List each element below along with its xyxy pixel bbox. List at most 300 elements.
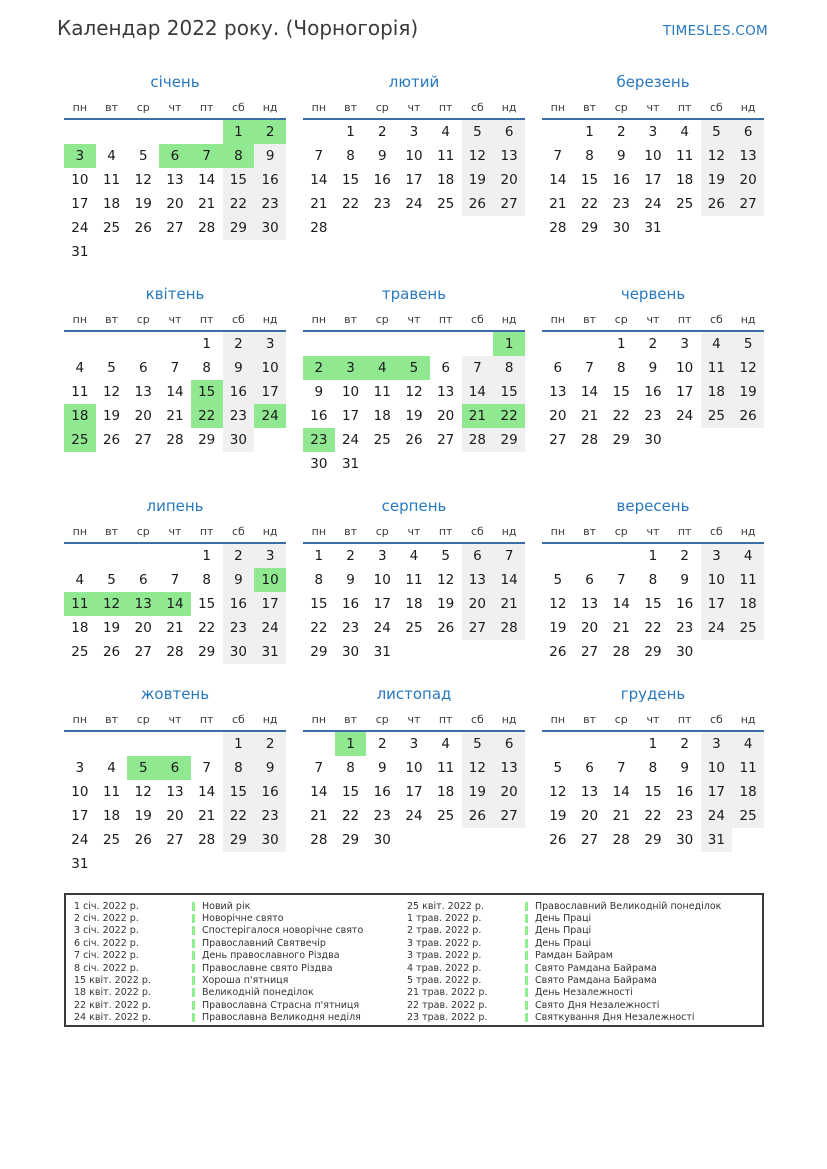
- day-cell: 11: [701, 356, 733, 380]
- day-cell: 19: [102, 620, 121, 636]
- weekday-header: пн: [64, 708, 96, 731]
- day-cell: 23: [223, 404, 255, 428]
- day-cell: 13: [580, 596, 599, 612]
- legend-entry: [407, 999, 762, 1011]
- day-cell: 15: [198, 596, 216, 612]
- day-cell: 3: [409, 124, 419, 140]
- day-cell: 12: [405, 384, 423, 400]
- legend-entry: [407, 974, 762, 986]
- day-cell: 9: [616, 148, 626, 164]
- day-cell: 9: [223, 568, 255, 592]
- empty-cell: [430, 452, 462, 476]
- day-cell: 19: [437, 596, 455, 612]
- month-title: лютий: [388, 73, 440, 91]
- empty-cell: [430, 331, 462, 356]
- day-cell: 19: [549, 620, 567, 636]
- day-cell: 7: [202, 760, 211, 776]
- weekday-header: сб: [701, 96, 733, 119]
- legend-date: 2 січ. 2022 р.: [74, 913, 139, 925]
- weekday-header: чт: [637, 520, 669, 543]
- legend-entry: [407, 950, 762, 962]
- day-cell: 5: [107, 360, 116, 376]
- day-cell: 15: [580, 172, 599, 188]
- weekday-header: сб: [462, 96, 494, 119]
- day-cell: 15: [310, 596, 328, 612]
- day-cell: 14: [462, 380, 494, 404]
- day-cell: 11: [64, 592, 96, 616]
- empty-cell: [64, 543, 96, 568]
- day-cell: 24: [644, 196, 662, 212]
- holiday-marker: [525, 939, 528, 948]
- weekday-header: пн: [303, 308, 335, 331]
- day-cell: 1: [223, 119, 255, 144]
- day-cell: 31: [254, 640, 286, 664]
- legend-date: 3 трав. 2022 р.: [407, 950, 482, 962]
- weekday-header: чт: [398, 708, 430, 731]
- day-cell: 2: [254, 119, 286, 144]
- day-cell: 21: [166, 620, 184, 636]
- day-cell: 24: [71, 832, 89, 848]
- day-cell: 6: [732, 119, 764, 144]
- weekday-header: ср: [127, 96, 159, 119]
- empty-cell: [430, 216, 462, 240]
- day-cell: 17: [701, 592, 733, 616]
- empty-cell: [159, 543, 191, 568]
- day-cell: 25: [701, 404, 733, 428]
- day-cell: 18: [102, 196, 121, 212]
- day-cell: 17: [676, 384, 694, 400]
- empty-cell: [96, 543, 128, 568]
- legend-label: Новий рік: [202, 900, 251, 912]
- legend-entry: [74, 950, 407, 962]
- day-cell: 3: [254, 331, 286, 356]
- empty-cell: [303, 119, 335, 144]
- legend-label: Свято Дня Незалежності: [535, 999, 660, 1011]
- weekday-header: сб: [223, 708, 255, 731]
- day-cell: 5: [553, 760, 563, 776]
- day-cell: 8: [346, 760, 355, 776]
- day-cell: 7: [191, 144, 223, 168]
- month-title: вересень: [616, 497, 690, 515]
- empty-cell: [96, 331, 128, 356]
- empty-cell: [366, 331, 398, 356]
- weekday-header: пн: [303, 520, 335, 543]
- day-cell: 28: [310, 220, 328, 236]
- day-cell: 2: [303, 356, 335, 380]
- day-cell: 25: [676, 196, 694, 212]
- weekday-header: нд: [493, 308, 525, 331]
- day-cell: 6: [138, 572, 148, 588]
- day-cell: 10: [71, 784, 89, 800]
- day-cell: 8: [223, 144, 255, 168]
- holiday-marker: [525, 1013, 528, 1022]
- day-cell: 26: [134, 220, 152, 236]
- empty-cell: [303, 731, 335, 756]
- day-cell: 3: [409, 736, 419, 752]
- day-cell: 9: [377, 760, 387, 776]
- weekday-header: нд: [732, 308, 764, 331]
- day-cell: 26: [732, 404, 764, 428]
- day-cell: 21: [198, 196, 216, 212]
- day-cell: 27: [493, 192, 525, 216]
- day-cell: 23: [254, 192, 286, 216]
- day-cell: 22: [493, 404, 525, 428]
- legend-label: Великодній понеділок: [202, 987, 314, 999]
- day-cell: 4: [75, 572, 85, 588]
- day-cell: 8: [616, 360, 626, 376]
- month-title: листопад: [376, 685, 452, 703]
- day-cell: 27: [166, 220, 184, 236]
- day-cell: 8: [202, 360, 211, 376]
- day-cell: 6: [138, 360, 148, 376]
- day-cell: 21: [166, 408, 184, 424]
- day-cell: 2: [377, 124, 387, 140]
- day-cell: 27: [580, 644, 599, 660]
- day-cell: 11: [437, 760, 455, 776]
- day-cell: 24: [701, 804, 733, 828]
- day-cell: 7: [170, 360, 180, 376]
- day-cell: 20: [437, 408, 455, 424]
- empty-cell: [574, 731, 606, 756]
- day-cell: 19: [549, 808, 567, 824]
- day-cell: 8: [223, 756, 255, 780]
- weekday-header: нд: [254, 520, 286, 543]
- day-cell: 12: [701, 144, 733, 168]
- legend-label: Православне свято Різдва: [202, 962, 333, 974]
- weekday-header: чт: [637, 96, 669, 119]
- holiday-marker: [192, 902, 195, 911]
- empty-cell: [159, 119, 191, 144]
- day-cell: 25: [71, 644, 89, 660]
- day-cell: 8: [648, 760, 658, 776]
- day-cell: 31: [341, 456, 360, 472]
- day-cell: 13: [166, 784, 184, 800]
- day-cell: 15: [191, 380, 223, 404]
- day-cell: 28: [549, 220, 567, 236]
- day-cell: 6: [585, 760, 594, 776]
- legend-date: 2 трав. 2022 р.: [407, 925, 482, 937]
- day-cell: 30: [373, 832, 391, 848]
- weekday-header: ср: [366, 96, 398, 119]
- weekday-header: пн: [64, 308, 96, 331]
- empty-cell: [462, 331, 494, 356]
- day-cell: 18: [437, 172, 455, 188]
- day-cell: 27: [732, 192, 764, 216]
- day-cell: 23: [341, 620, 360, 636]
- day-cell: 29: [612, 432, 630, 448]
- day-cell: 2: [648, 336, 658, 352]
- day-cell: 6: [493, 119, 525, 144]
- legend-label: Новорічне свято: [202, 913, 284, 925]
- day-cell: 16: [612, 172, 630, 188]
- weekday-header: пт: [191, 96, 223, 119]
- day-cell: 29: [310, 644, 328, 660]
- empty-cell: [366, 452, 398, 476]
- empty-cell: [493, 452, 525, 476]
- day-cell: 12: [549, 596, 567, 612]
- day-cell: 7: [616, 760, 626, 776]
- day-cell: 1: [648, 548, 658, 564]
- empty-cell: [254, 428, 286, 452]
- site-link[interactable]: TIMESLES.COM: [662, 23, 768, 39]
- day-cell: 8: [493, 356, 525, 380]
- day-cell: 3: [680, 336, 689, 352]
- day-cell: 27: [549, 432, 567, 448]
- day-cell: 13: [732, 144, 764, 168]
- weekday-header: пн: [542, 308, 574, 331]
- legend-column: [74, 900, 407, 1025]
- day-cell: 13: [580, 784, 599, 800]
- day-cell: 18: [701, 380, 733, 404]
- day-cell: 25: [437, 196, 455, 212]
- day-cell: 28: [612, 644, 630, 660]
- day-cell: 22: [223, 804, 255, 828]
- weekday-header: вт: [96, 308, 128, 331]
- weekday-header: вт: [96, 520, 128, 543]
- empty-cell: [574, 543, 606, 568]
- day-cell: 9: [346, 572, 355, 588]
- day-cell: 23: [676, 620, 694, 636]
- day-cell: 12: [549, 784, 567, 800]
- empty-cell: [430, 828, 462, 852]
- weekday-header: сб: [701, 308, 733, 331]
- empty-cell: [398, 331, 430, 356]
- day-cell: 20: [134, 620, 152, 636]
- day-cell: 11: [102, 784, 121, 800]
- weekday-header: вт: [335, 520, 367, 543]
- day-cell: 4: [75, 360, 85, 376]
- day-cell: 2: [680, 548, 689, 564]
- day-cell: 11: [437, 148, 455, 164]
- day-cell: 3: [701, 731, 733, 756]
- legend-column: [407, 900, 762, 1025]
- legend-entry: [74, 925, 407, 937]
- legend-date: 3 трав. 2022 р.: [407, 937, 482, 949]
- day-cell: 20: [580, 620, 599, 636]
- weekday-header: сб: [701, 520, 733, 543]
- day-cell: 11: [732, 756, 764, 780]
- weekday-header: нд: [732, 520, 764, 543]
- weekday-header: сб: [462, 520, 494, 543]
- day-cell: 24: [254, 404, 286, 428]
- day-cell: 26: [102, 432, 121, 448]
- day-cell: 1: [335, 731, 367, 756]
- day-cell: 16: [254, 168, 286, 192]
- day-cell: 6: [462, 543, 494, 568]
- legend-entry: [407, 987, 762, 999]
- weekday-header: сб: [223, 308, 255, 331]
- day-cell: 28: [310, 832, 328, 848]
- day-cell: 21: [310, 196, 328, 212]
- day-cell: 11: [102, 172, 121, 188]
- legend-entry: [74, 900, 407, 912]
- weekday-header: нд: [732, 96, 764, 119]
- day-cell: 25: [102, 220, 121, 236]
- day-cell: 23: [644, 408, 662, 424]
- day-cell: 28: [493, 616, 525, 640]
- weekday-header: сб: [462, 708, 494, 731]
- day-cell: 4: [366, 356, 398, 380]
- day-cell: 29: [341, 832, 360, 848]
- day-cell: 13: [493, 756, 525, 780]
- month-7: [64, 496, 286, 664]
- day-cell: 14: [198, 784, 216, 800]
- empty-cell: [159, 852, 191, 876]
- day-cell: 29: [223, 828, 255, 852]
- weekday-header: ср: [605, 96, 637, 119]
- day-cell: 13: [134, 384, 152, 400]
- day-cell: 15: [644, 596, 662, 612]
- day-cell: 29: [223, 216, 255, 240]
- day-cell: 9: [680, 572, 689, 588]
- weekday-header: пт: [669, 708, 701, 731]
- empty-cell: [701, 640, 733, 664]
- empty-cell: [398, 828, 430, 852]
- weekday-header: вт: [574, 308, 606, 331]
- month-9: [542, 496, 764, 664]
- day-cell: 26: [102, 644, 121, 660]
- day-cell: 4: [441, 736, 450, 752]
- month-title: травень: [381, 285, 447, 303]
- empty-cell: [303, 331, 335, 356]
- day-cell: 24: [341, 432, 360, 448]
- day-cell: 17: [405, 172, 423, 188]
- empty-cell: [430, 640, 462, 664]
- legend-date: 22 трав. 2022 р.: [407, 999, 488, 1011]
- day-cell: 15: [223, 780, 255, 804]
- day-cell: 22: [644, 620, 662, 636]
- day-cell: 1: [314, 548, 324, 564]
- holiday-marker: [525, 926, 528, 935]
- empty-cell: [127, 119, 159, 144]
- weekday-header: чт: [159, 96, 191, 119]
- empty-cell: [96, 119, 128, 144]
- day-cell: 13: [493, 144, 525, 168]
- month-2: [303, 72, 525, 240]
- day-cell: 3: [75, 760, 85, 776]
- legend-box: [64, 893, 764, 1027]
- day-cell: 2: [377, 736, 387, 752]
- day-cell: 22: [191, 404, 223, 428]
- legend-label: Православна Страсна п'ятниця: [202, 999, 360, 1011]
- day-cell: 5: [107, 572, 116, 588]
- day-cell: 10: [254, 568, 286, 592]
- empty-cell: [127, 331, 159, 356]
- day-cell: 23: [676, 808, 694, 824]
- weekday-header: ср: [366, 708, 398, 731]
- day-cell: 28: [462, 428, 494, 452]
- day-cell: 30: [310, 456, 328, 472]
- day-cell: 18: [437, 784, 455, 800]
- day-cell: 10: [373, 572, 391, 588]
- day-cell: 22: [612, 408, 630, 424]
- empty-cell: [191, 731, 223, 756]
- day-cell: 5: [732, 331, 764, 356]
- weekday-header: ср: [366, 308, 398, 331]
- weekday-header: нд: [732, 708, 764, 731]
- month-3: [542, 72, 764, 240]
- day-cell: 14: [549, 172, 567, 188]
- month-1: [64, 72, 286, 264]
- weekday-header: чт: [159, 708, 191, 731]
- day-cell: 6: [441, 360, 450, 376]
- day-cell: 6: [493, 731, 525, 756]
- day-cell: 14: [159, 592, 191, 616]
- weekday-header: чт: [398, 96, 430, 119]
- holiday-marker: [525, 964, 528, 973]
- day-cell: 9: [648, 360, 658, 376]
- day-cell: 28: [198, 220, 216, 236]
- weekday-header: пн: [303, 708, 335, 731]
- empty-cell: [462, 828, 494, 852]
- day-cell: 27: [493, 804, 525, 828]
- day-cell: 30: [223, 428, 255, 452]
- month-title: серпень: [381, 497, 447, 515]
- day-cell: 26: [134, 832, 152, 848]
- weekday-header: нд: [254, 308, 286, 331]
- day-cell: 1: [493, 331, 525, 356]
- month-4: [64, 284, 286, 452]
- day-cell: 30: [254, 216, 286, 240]
- day-cell: 18: [676, 172, 694, 188]
- day-cell: 27: [580, 832, 599, 848]
- day-cell: 24: [254, 616, 286, 640]
- empty-cell: [254, 852, 286, 876]
- legend-date: 18 квіт. 2022 р.: [74, 987, 151, 999]
- day-cell: 20: [462, 592, 494, 616]
- day-cell: 5: [441, 548, 450, 564]
- day-cell: 2: [616, 124, 626, 140]
- day-cell: 17: [71, 808, 89, 824]
- day-cell: 28: [166, 644, 184, 660]
- day-cell: 31: [644, 220, 662, 236]
- day-cell: 15: [341, 172, 360, 188]
- day-cell: 14: [166, 384, 184, 400]
- legend-label: Православний Святвечір: [202, 937, 326, 949]
- day-cell: 30: [676, 832, 694, 848]
- legend-label: Спостерігалося новорічне свято: [202, 925, 364, 937]
- empty-cell: [127, 543, 159, 568]
- legend-entry: [74, 974, 407, 986]
- legend-label: День Незалежності: [535, 987, 633, 999]
- day-cell: 9: [680, 760, 689, 776]
- day-cell: 9: [223, 356, 255, 380]
- empty-cell: [462, 640, 494, 664]
- day-cell: 17: [254, 592, 286, 616]
- day-cell: 26: [405, 432, 423, 448]
- day-cell: 11: [71, 384, 89, 400]
- day-cell: 22: [223, 192, 255, 216]
- weekday-header: пт: [430, 520, 462, 543]
- weekday-header: ср: [127, 708, 159, 731]
- legend-label: Православна Великодня неділя: [202, 1012, 361, 1024]
- day-cell: 30: [676, 644, 694, 660]
- day-cell: 7: [553, 148, 563, 164]
- day-cell: 8: [314, 572, 324, 588]
- weekday-header: вт: [574, 96, 606, 119]
- day-cell: 12: [732, 356, 764, 380]
- day-cell: 18: [64, 404, 96, 428]
- day-cell: 5: [138, 148, 148, 164]
- day-cell: 25: [64, 428, 96, 452]
- weekday-header: вт: [335, 96, 367, 119]
- holiday-marker: [192, 951, 195, 960]
- legend-entry: [407, 962, 762, 974]
- month-title: квітень: [145, 285, 205, 303]
- legend-label: Святкування Дня Незалежності: [535, 1012, 695, 1024]
- empty-cell: [159, 240, 191, 264]
- day-cell: 22: [341, 196, 360, 212]
